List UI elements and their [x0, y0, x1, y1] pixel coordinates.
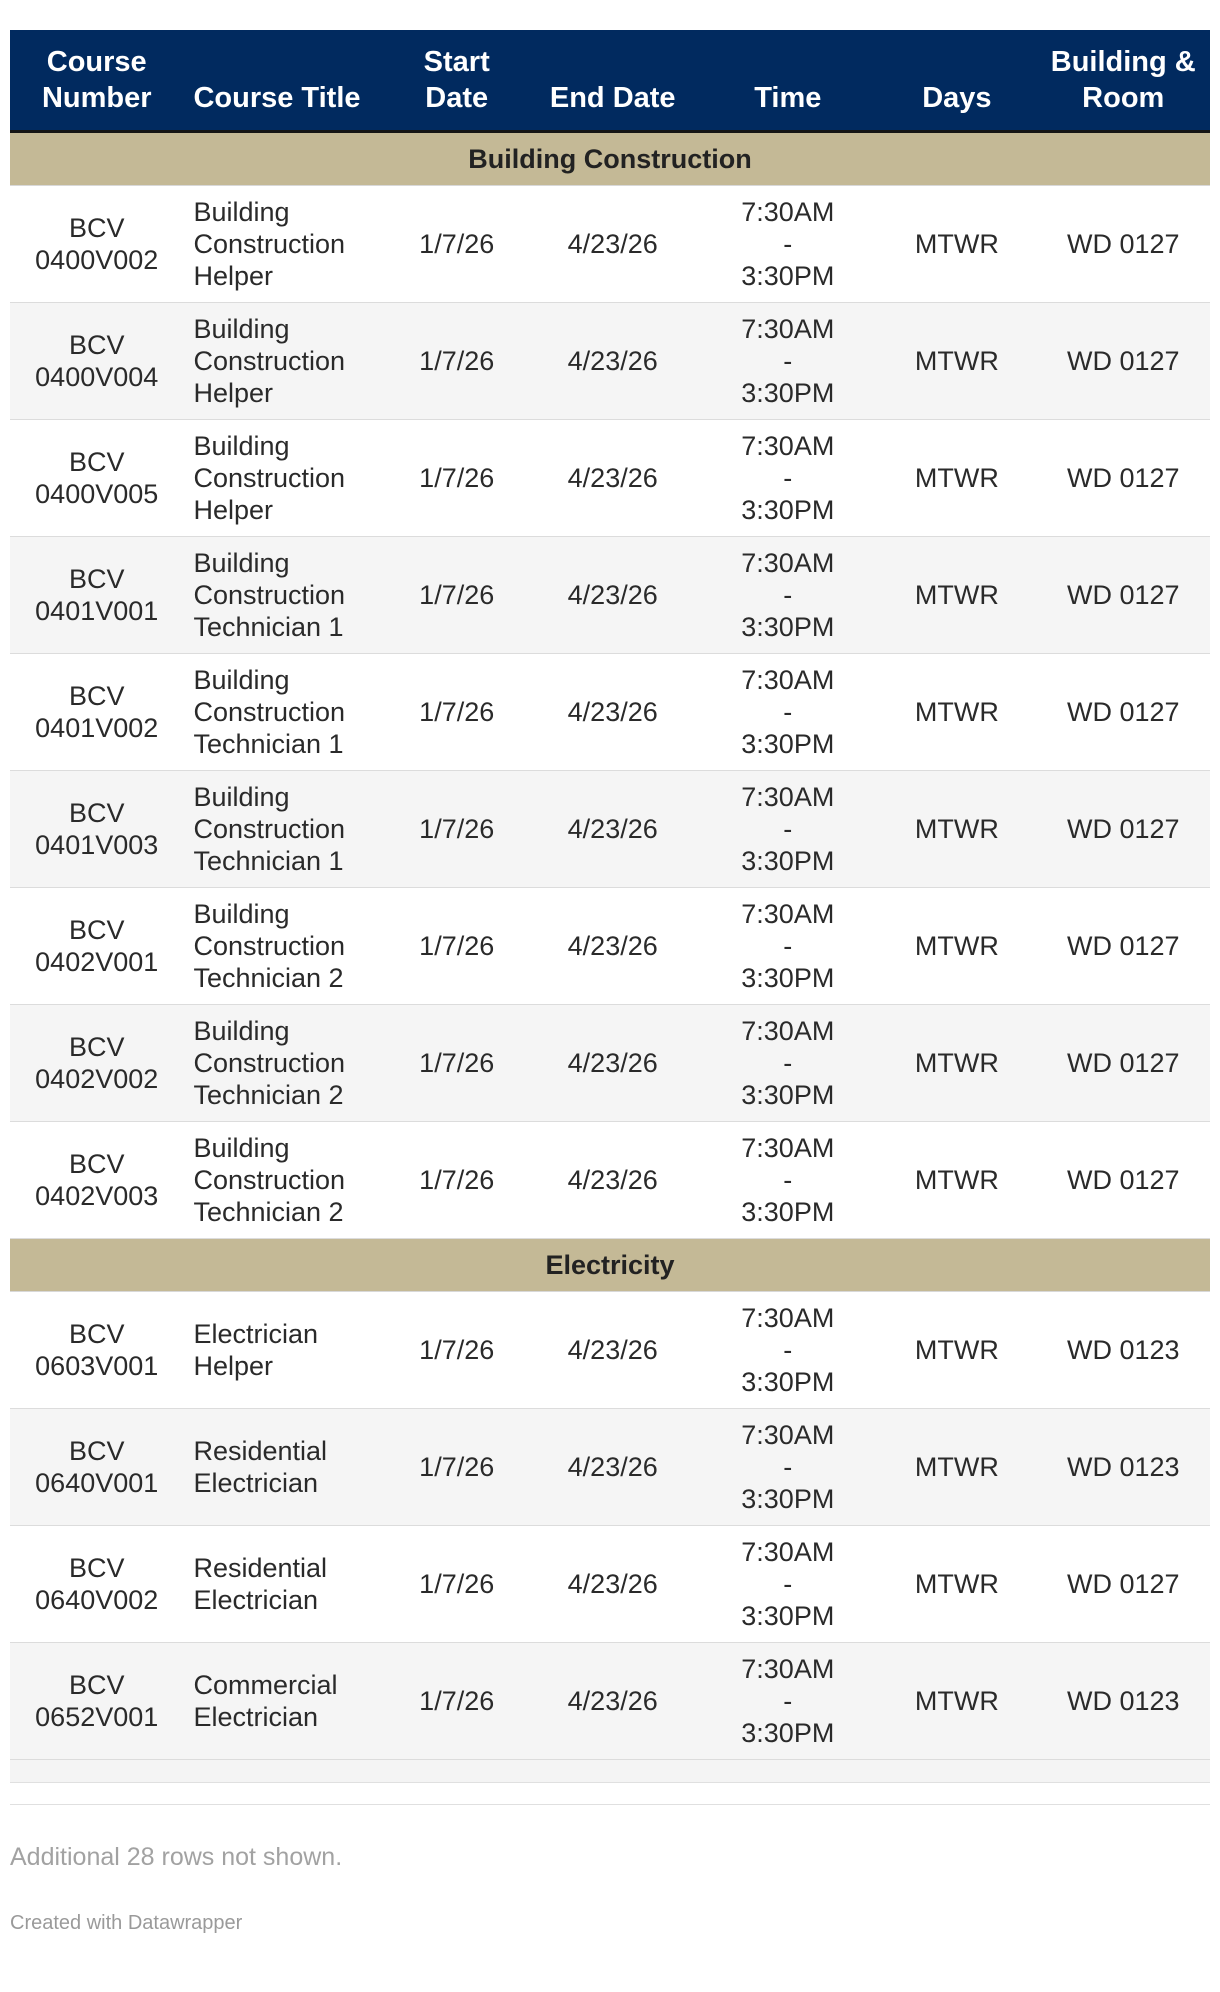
table-row	[10, 1409, 1210, 1526]
cell-start-date: 1/7/26	[386, 420, 527, 537]
header-time[interactable]: Time	[698, 30, 877, 132]
time-end: 3:30PM	[741, 963, 835, 993]
time-start: 7:30AM	[741, 548, 835, 578]
table-body	[10, 132, 1210, 1805]
time-end: 3:30PM	[741, 612, 835, 642]
cell-start-date: 1/7/26	[386, 1526, 527, 1643]
cell-course-title: Residential Electrician	[183, 1409, 386, 1526]
cell-end-date: 4/23/26	[527, 537, 698, 654]
cell-course-title: Electrician Helper	[183, 1292, 386, 1409]
header-start-date[interactable]: Start Date	[386, 30, 527, 132]
cell-end-date: 4/23/26	[527, 888, 698, 1005]
cell-building-room: WD 0123	[1037, 1643, 1210, 1760]
header-course-number[interactable]: Course Number	[10, 30, 183, 132]
cell-time	[698, 1005, 877, 1122]
cell-start-date: 1/7/26	[386, 771, 527, 888]
cell-start-date: 1/7/26	[386, 537, 527, 654]
time-start: 7:30AM	[741, 1420, 835, 1450]
time-sep: -	[783, 697, 793, 727]
cell-end-date: 4/23/26	[527, 1005, 698, 1122]
time-end: 3:30PM	[741, 1197, 835, 1227]
cell-course-number: BCV 0652V001	[10, 1643, 183, 1760]
group-label: Building Construction	[10, 132, 1210, 186]
cell-course-number: BCV 0401V003	[10, 771, 183, 888]
cell-time	[698, 420, 877, 537]
cell-time	[698, 303, 877, 420]
cell-end-date: 4/23/26	[527, 186, 698, 303]
cell-course-number: BCV 0640V002	[10, 1526, 183, 1643]
table-row	[10, 1292, 1210, 1409]
cell-course-number: BCV 0401V001	[10, 537, 183, 654]
cell-days: MTWR	[877, 888, 1036, 1005]
cell-time	[698, 537, 877, 654]
cell-end-date: 4/23/26	[527, 771, 698, 888]
cell-building-room: WD 0127	[1037, 420, 1210, 537]
cell-building-room: WD 0127	[1037, 186, 1210, 303]
cell-time	[698, 1292, 877, 1409]
cell-days: MTWR	[877, 654, 1036, 771]
table-row	[10, 420, 1210, 537]
cell-course-number: BCV 0400V005	[10, 420, 183, 537]
time-start: 7:30AM	[741, 431, 835, 461]
time-end: 3:30PM	[741, 1601, 835, 1631]
cell-start-date: 1/7/26	[386, 1122, 527, 1239]
cell-days: MTWR	[877, 420, 1036, 537]
cell-start-date: 1/7/26	[386, 654, 527, 771]
cell-start-date: 1/7/26	[386, 303, 527, 420]
time-start: 7:30AM	[741, 1303, 835, 1333]
cell-end-date: 4/23/26	[527, 1409, 698, 1526]
cell-end-date: 4/23/26	[527, 303, 698, 420]
cell-time	[698, 1643, 877, 1760]
cell-start-date: 1/7/26	[386, 1643, 527, 1760]
cell-course-number: BCV 0640V001	[10, 1409, 183, 1526]
header-course-title[interactable]: Course Title	[183, 30, 386, 132]
time-start: 7:30AM	[741, 314, 835, 344]
cell-course-title: Building Construction Technician 1	[183, 537, 386, 654]
time-sep: -	[783, 1569, 793, 1599]
cell-time	[698, 654, 877, 771]
cell-course-number: BCV 0400V002	[10, 186, 183, 303]
cell-course-number: BCV 0402V001	[10, 888, 183, 1005]
cell-course-title: Building Construction Technician 1	[183, 654, 386, 771]
cell-course-title: Building Construction Technician 1	[183, 771, 386, 888]
time-end: 3:30PM	[741, 1367, 835, 1397]
time-end: 3:30PM	[741, 729, 835, 759]
cell-start-date: 1/7/26	[386, 1409, 527, 1526]
cell-course-title: Commercial Electrician	[183, 1643, 386, 1760]
time-start: 7:30AM	[741, 197, 835, 227]
time-sep: -	[783, 463, 793, 493]
cell-building-room: WD 0127	[1037, 1005, 1210, 1122]
cell-days: MTWR	[877, 1526, 1036, 1643]
time-sep: -	[783, 580, 793, 610]
cell-building-room: WD 0127	[1037, 888, 1210, 1005]
datawrapper-credit[interactable]: Created with Datawrapper	[10, 1912, 243, 1934]
table-notes: Additional 28 rows not shown.	[10, 1843, 343, 1871]
cell-course-title: Building Construction Helper	[183, 303, 386, 420]
table-row	[10, 888, 1210, 1005]
time-end: 3:30PM	[741, 1484, 835, 1514]
cell-building-room: WD 0123	[1037, 1409, 1210, 1526]
cell-days: MTWR	[877, 1122, 1036, 1239]
cell-building-room: WD 0123	[1037, 1292, 1210, 1409]
time-sep: -	[783, 1048, 793, 1078]
cell-building-room: WD 0127	[1037, 1122, 1210, 1239]
cell-course-title: Building Construction Technician 2	[183, 1122, 386, 1239]
time-sep: -	[783, 814, 793, 844]
header-end-date[interactable]: End Date	[527, 30, 698, 132]
course-schedule-table	[10, 30, 1210, 1805]
time-sep: -	[783, 1452, 793, 1482]
table-row	[10, 1005, 1210, 1122]
table-row	[10, 537, 1210, 654]
cell-building-room: WD 0127	[1037, 1526, 1210, 1643]
time-sep: -	[783, 1165, 793, 1195]
time-start: 7:30AM	[741, 1537, 835, 1567]
cell-building-room: WD 0127	[1037, 303, 1210, 420]
cell-course-title: Building Construction Technician 2	[183, 888, 386, 1005]
cell-days: MTWR	[877, 186, 1036, 303]
cell-start-date: 1/7/26	[386, 888, 527, 1005]
cell-time	[698, 1122, 877, 1239]
time-sep: -	[783, 931, 793, 961]
time-end: 3:30PM	[741, 846, 835, 876]
cell-days: MTWR	[877, 1643, 1036, 1760]
cell-days: MTWR	[877, 771, 1036, 888]
cell-time	[698, 1526, 877, 1643]
cell-course-number: BCV 0603V001	[10, 1292, 183, 1409]
cell-building-room: WD 0127	[1037, 537, 1210, 654]
cell-start-date: 1/7/26	[386, 1292, 527, 1409]
time-sep: -	[783, 1335, 793, 1365]
table-row	[10, 186, 1210, 303]
empty-row	[10, 1783, 1210, 1805]
cell-building-room: WD 0127	[1037, 654, 1210, 771]
table-row	[10, 1643, 1210, 1760]
cell-course-title: Building Construction Helper	[183, 186, 386, 303]
time-start: 7:30AM	[741, 1654, 835, 1684]
cell-time	[698, 771, 877, 888]
cell-days: MTWR	[877, 303, 1036, 420]
cell-start-date: 1/7/26	[386, 186, 527, 303]
header-building-room[interactable]: Building & Room	[1037, 30, 1210, 132]
cell-end-date: 4/23/26	[527, 1643, 698, 1760]
group-row	[10, 132, 1210, 186]
cell-course-number: BCV 0400V004	[10, 303, 183, 420]
cell-time	[698, 186, 877, 303]
time-sep: -	[783, 229, 793, 259]
table-row	[10, 303, 1210, 420]
cell-course-number: BCV 0401V002	[10, 654, 183, 771]
cell-course-title: Building Construction Helper	[183, 420, 386, 537]
cell-end-date: 4/23/26	[527, 420, 698, 537]
cell-time	[698, 888, 877, 1005]
time-start: 7:30AM	[741, 665, 835, 695]
cell-course-number: BCV 0402V002	[10, 1005, 183, 1122]
table-row	[10, 1122, 1210, 1239]
time-end: 3:30PM	[741, 1718, 835, 1748]
time-sep: -	[783, 346, 793, 376]
time-start: 7:30AM	[741, 1133, 835, 1163]
cell-course-number: BCV 0402V003	[10, 1122, 183, 1239]
time-end: 3:30PM	[741, 495, 835, 525]
cell-end-date: 4/23/26	[527, 1526, 698, 1643]
time-start: 7:30AM	[741, 899, 835, 929]
time-start: 7:30AM	[741, 1016, 835, 1046]
group-row	[10, 1239, 1210, 1292]
cell-end-date: 4/23/26	[527, 1292, 698, 1409]
cell-building-room: WD 0127	[1037, 771, 1210, 888]
time-sep: -	[783, 1686, 793, 1716]
time-end: 3:30PM	[741, 378, 835, 408]
cell-end-date: 4/23/26	[527, 1122, 698, 1239]
table-row	[10, 771, 1210, 888]
cell-end-date: 4/23/26	[527, 654, 698, 771]
table-row	[10, 1526, 1210, 1643]
cell-time	[698, 1409, 877, 1526]
cell-course-title: Building Construction Technician 2	[183, 1005, 386, 1122]
time-end: 3:30PM	[741, 261, 835, 291]
cell-days: MTWR	[877, 1005, 1036, 1122]
cell-course-title: Residential Electrician	[183, 1526, 386, 1643]
cell-days: MTWR	[877, 1292, 1036, 1409]
table-row	[10, 654, 1210, 771]
cell-days: MTWR	[877, 537, 1036, 654]
header-days[interactable]: Days	[877, 30, 1036, 132]
cell-start-date: 1/7/26	[386, 1005, 527, 1122]
time-start: 7:30AM	[741, 782, 835, 812]
cell-days: MTWR	[877, 1409, 1036, 1526]
table-header	[10, 30, 1210, 132]
empty-row	[10, 1760, 1210, 1783]
time-end: 3:30PM	[741, 1080, 835, 1110]
group-label: Electricity	[10, 1239, 1210, 1292]
